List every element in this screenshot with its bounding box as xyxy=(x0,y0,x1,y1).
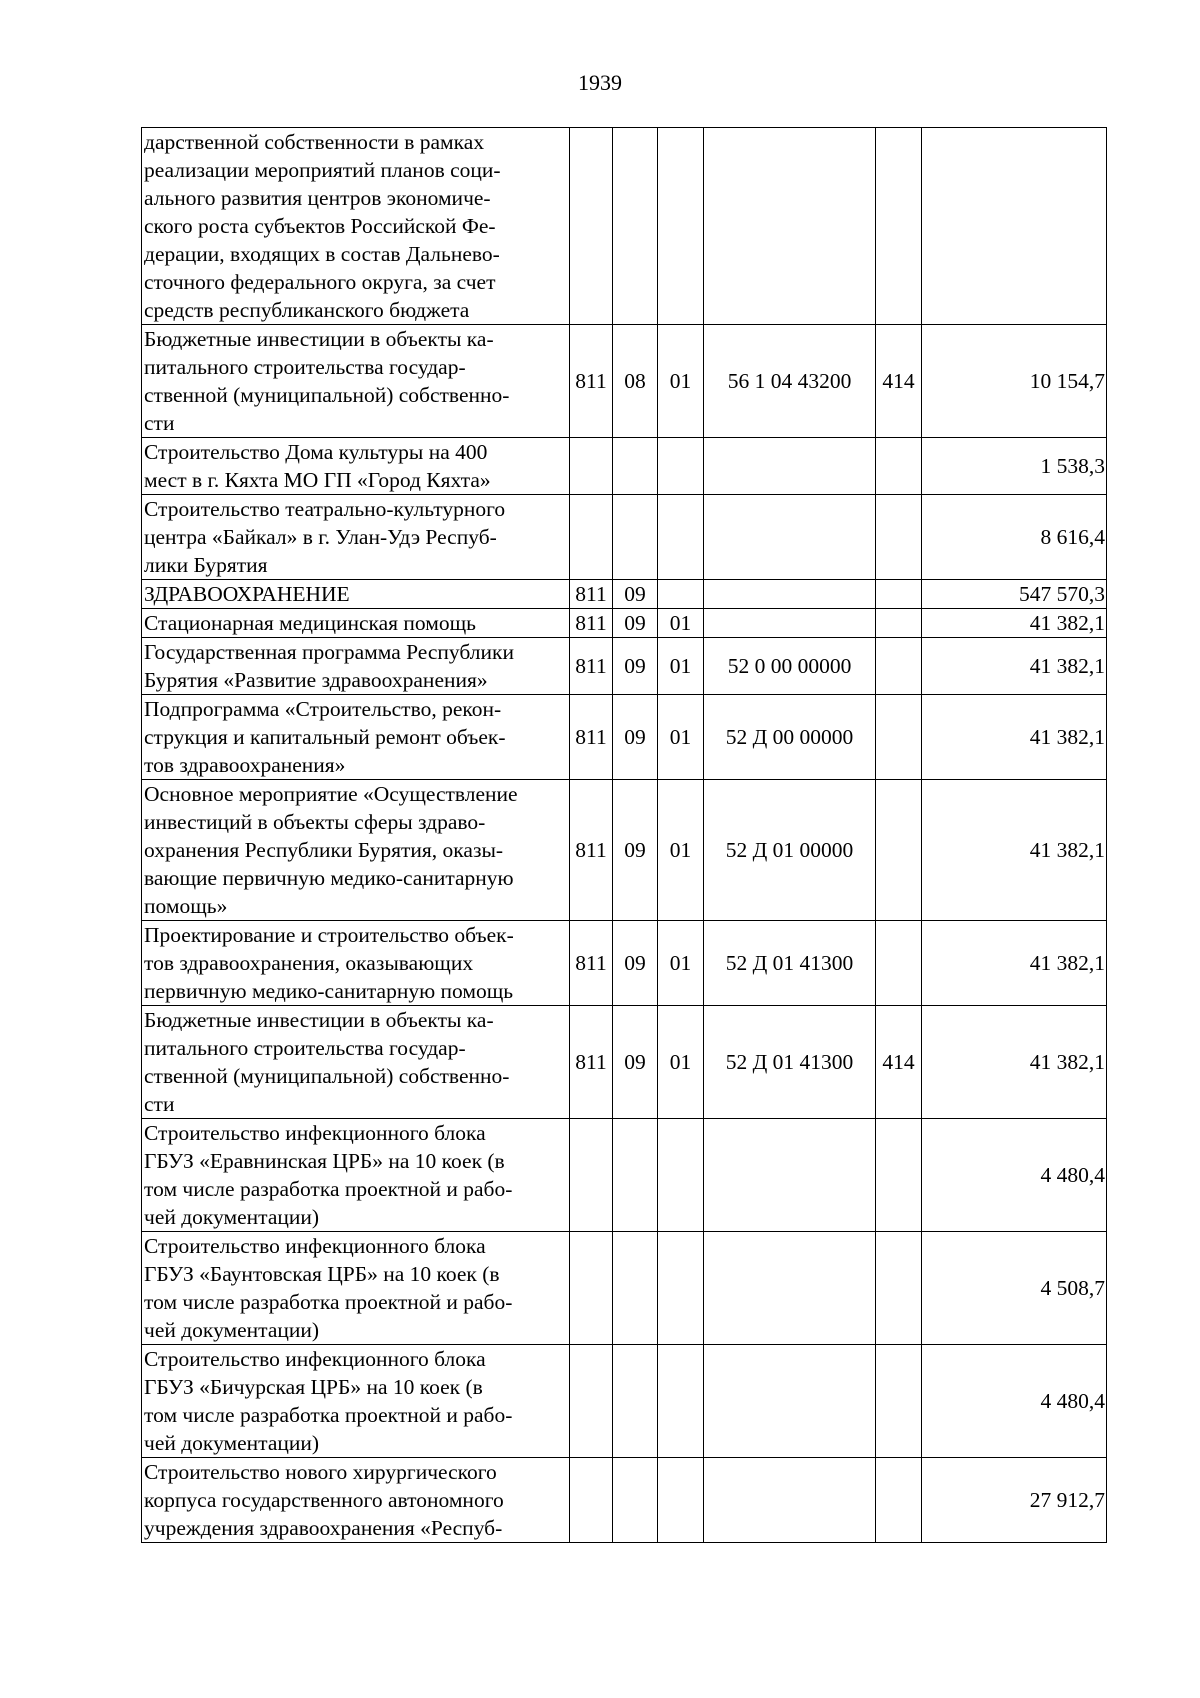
row-rz-code-cell: 09 xyxy=(613,921,658,1006)
row-gr-code-cell: 811 xyxy=(570,609,613,638)
row-gr-code-cell xyxy=(570,495,613,580)
row-name-cell: Бюджетные инвестиции в объекты ка- питального строительства государ- ственной (муниципальной) собственно- сти xyxy=(142,1006,570,1119)
row-rz-code-cell: 09 xyxy=(613,638,658,695)
row-gr-code-cell xyxy=(570,1458,613,1543)
table-row xyxy=(142,128,1107,325)
row-rz-code-cell: 09 xyxy=(613,780,658,921)
row-csr-code-cell xyxy=(704,1458,876,1543)
table-row xyxy=(142,921,1107,1006)
row-name-cell: Проектирование и строительство объек- тов здравоохранения, оказывающих первичную медико-санитарную помощь xyxy=(142,921,570,1006)
row-name-cell: Строительство инфекционного блока ГБУЗ «Еравнинская ЦРБ» на 10 коек (в том числе разработка проектной и рабо- чей документации) xyxy=(142,1119,570,1232)
table-row xyxy=(142,609,1107,638)
row-gr-code-cell xyxy=(570,1345,613,1458)
row-pr-code-cell: 01 xyxy=(658,780,704,921)
row-pr-code-cell xyxy=(658,495,704,580)
table-row xyxy=(142,780,1107,921)
row-sum-cell: 41 382,1 xyxy=(922,609,1107,638)
row-gr-code-cell: 811 xyxy=(570,580,613,609)
row-vr-code-cell: 414 xyxy=(876,325,922,438)
row-rz-code-cell xyxy=(613,1119,658,1232)
row-csr-code-cell xyxy=(704,1345,876,1458)
row-name-cell: Стационарная медицинская помощь xyxy=(142,609,570,638)
row-name-cell: Строительство инфекционного блока ГБУЗ «Баунтовская ЦРБ» на 10 коек (в том числе разработка проектной и рабо- чей документации) xyxy=(142,1232,570,1345)
row-gr-code-cell: 811 xyxy=(570,1006,613,1119)
row-vr-code-cell xyxy=(876,1119,922,1232)
row-pr-code-cell xyxy=(658,1232,704,1345)
row-rz-code-cell xyxy=(613,1458,658,1543)
row-name-cell: Строительство нового хирургического корпуса государственного автономного учреждения здравоохранения «Респуб- xyxy=(142,1458,570,1543)
table-row xyxy=(142,495,1107,580)
row-vr-code-cell xyxy=(876,580,922,609)
row-csr-code-cell: 52 Д 01 00000 xyxy=(704,780,876,921)
row-vr-code-cell: 414 xyxy=(876,1006,922,1119)
table-row xyxy=(142,638,1107,695)
row-pr-code-cell xyxy=(658,1119,704,1232)
table-row xyxy=(142,1006,1107,1119)
row-vr-code-cell xyxy=(876,495,922,580)
row-sum-cell: 41 382,1 xyxy=(922,1006,1107,1119)
row-pr-code-cell: 01 xyxy=(658,1006,704,1119)
row-gr-code-cell: 811 xyxy=(570,325,613,438)
row-rz-code-cell xyxy=(613,1345,658,1458)
row-pr-code-cell xyxy=(658,438,704,495)
row-vr-code-cell xyxy=(876,128,922,325)
row-name-cell: Строительство театрально-культурного центра «Байкал» в г. Улан-Удэ Респуб- лики Бурятия xyxy=(142,495,570,580)
table-row xyxy=(142,1232,1107,1345)
budget-table-body xyxy=(142,128,1107,1543)
row-sum-cell: 4 508,7 xyxy=(922,1232,1107,1345)
row-pr-code-cell: 01 xyxy=(658,325,704,438)
row-pr-code-cell: 01 xyxy=(658,638,704,695)
row-rz-code-cell xyxy=(613,438,658,495)
row-vr-code-cell xyxy=(876,438,922,495)
row-rz-code-cell: 09 xyxy=(613,695,658,780)
row-gr-code-cell: 811 xyxy=(570,695,613,780)
row-csr-code-cell: 52 0 00 00000 xyxy=(704,638,876,695)
row-sum-cell: 8 616,4 xyxy=(922,495,1107,580)
row-gr-code-cell: 811 xyxy=(570,638,613,695)
row-pr-code-cell xyxy=(658,1458,704,1543)
row-gr-code-cell xyxy=(570,128,613,325)
row-pr-code-cell: 01 xyxy=(658,609,704,638)
row-vr-code-cell xyxy=(876,609,922,638)
row-name-cell: дарственной собственности в рамках реализации мероприятий планов соци- ального развития центров экономиче- ского роста субъектов Российской Фе- дерации, входящих в состав Дальнево- сточного федерального округа, за счет средств республиканского бюджета xyxy=(142,128,570,325)
row-sum-cell: 27 912,7 xyxy=(922,1458,1107,1543)
table-row xyxy=(142,1345,1107,1458)
row-vr-code-cell xyxy=(876,780,922,921)
page-number: 1939 xyxy=(578,70,622,95)
row-name-cell: Строительство инфекционного блока ГБУЗ «Бичурская ЦРБ» на 10 коек (в том числе разработка проектной и рабо- чей документации) xyxy=(142,1345,570,1458)
budget-table xyxy=(141,127,1107,1543)
row-gr-code-cell xyxy=(570,1119,613,1232)
row-name-cell: Подпрограмма «Строительство, рекон- струкция и капитальный ремонт объек- тов здравоохранения» xyxy=(142,695,570,780)
row-csr-code-cell xyxy=(704,128,876,325)
row-gr-code-cell xyxy=(570,438,613,495)
table-row xyxy=(142,1119,1107,1232)
row-csr-code-cell xyxy=(704,580,876,609)
row-sum-cell: 4 480,4 xyxy=(922,1345,1107,1458)
row-csr-code-cell xyxy=(704,1232,876,1345)
row-sum-cell xyxy=(922,128,1107,325)
row-sum-cell: 41 382,1 xyxy=(922,695,1107,780)
row-csr-code-cell: 52 Д 00 00000 xyxy=(704,695,876,780)
row-vr-code-cell xyxy=(876,921,922,1006)
row-csr-code-cell: 56 1 04 43200 xyxy=(704,325,876,438)
row-csr-code-cell xyxy=(704,1119,876,1232)
row-pr-code-cell xyxy=(658,580,704,609)
row-sum-cell: 41 382,1 xyxy=(922,638,1107,695)
row-sum-cell: 41 382,1 xyxy=(922,921,1107,1006)
row-gr-code-cell xyxy=(570,1232,613,1345)
row-sum-cell: 41 382,1 xyxy=(922,780,1107,921)
row-pr-code-cell xyxy=(658,1345,704,1458)
row-vr-code-cell xyxy=(876,695,922,780)
table-row xyxy=(142,695,1107,780)
row-rz-code-cell: 09 xyxy=(613,1006,658,1119)
row-pr-code-cell xyxy=(658,128,704,325)
row-csr-code-cell: 52 Д 01 41300 xyxy=(704,1006,876,1119)
row-vr-code-cell xyxy=(876,1345,922,1458)
row-sum-cell: 4 480,4 xyxy=(922,1119,1107,1232)
row-csr-code-cell xyxy=(704,609,876,638)
table-row xyxy=(142,1458,1107,1543)
row-name-cell: ЗДРАВООХРАНЕНИЕ xyxy=(142,580,570,609)
row-sum-cell: 547 570,3 xyxy=(922,580,1107,609)
row-gr-code-cell: 811 xyxy=(570,780,613,921)
row-vr-code-cell xyxy=(876,1232,922,1345)
row-name-cell: Государственная программа Республики Бурятия «Развитие здравоохранения» xyxy=(142,638,570,695)
row-csr-code-cell xyxy=(704,495,876,580)
row-sum-cell: 10 154,7 xyxy=(922,325,1107,438)
row-name-cell: Основное мероприятие «Осуществление инвестиций в объекты сферы здраво- охранения Республики Бурятия, оказы- вающие первичную медико-санитарную помощь» xyxy=(142,780,570,921)
row-rz-code-cell xyxy=(613,495,658,580)
row-pr-code-cell: 01 xyxy=(658,921,704,1006)
table-row xyxy=(142,438,1107,495)
row-rz-code-cell xyxy=(613,128,658,325)
row-gr-code-cell: 811 xyxy=(570,921,613,1006)
row-sum-cell: 1 538,3 xyxy=(922,438,1107,495)
row-pr-code-cell: 01 xyxy=(658,695,704,780)
row-rz-code-cell: 09 xyxy=(613,609,658,638)
row-vr-code-cell xyxy=(876,638,922,695)
row-rz-code-cell: 09 xyxy=(613,580,658,609)
row-csr-code-cell: 52 Д 01 41300 xyxy=(704,921,876,1006)
row-name-cell: Бюджетные инвестиции в объекты ка- питального строительства государ- ственной (муниципальной) собственно- сти xyxy=(142,325,570,438)
table-row xyxy=(142,580,1107,609)
row-csr-code-cell xyxy=(704,438,876,495)
table-row xyxy=(142,325,1107,438)
row-rz-code-cell: 08 xyxy=(613,325,658,438)
row-vr-code-cell xyxy=(876,1458,922,1543)
row-rz-code-cell xyxy=(613,1232,658,1345)
row-name-cell: Строительство Дома культуры на 400 мест в г. Кяхта МО ГП «Город Кяхта» xyxy=(142,438,570,495)
